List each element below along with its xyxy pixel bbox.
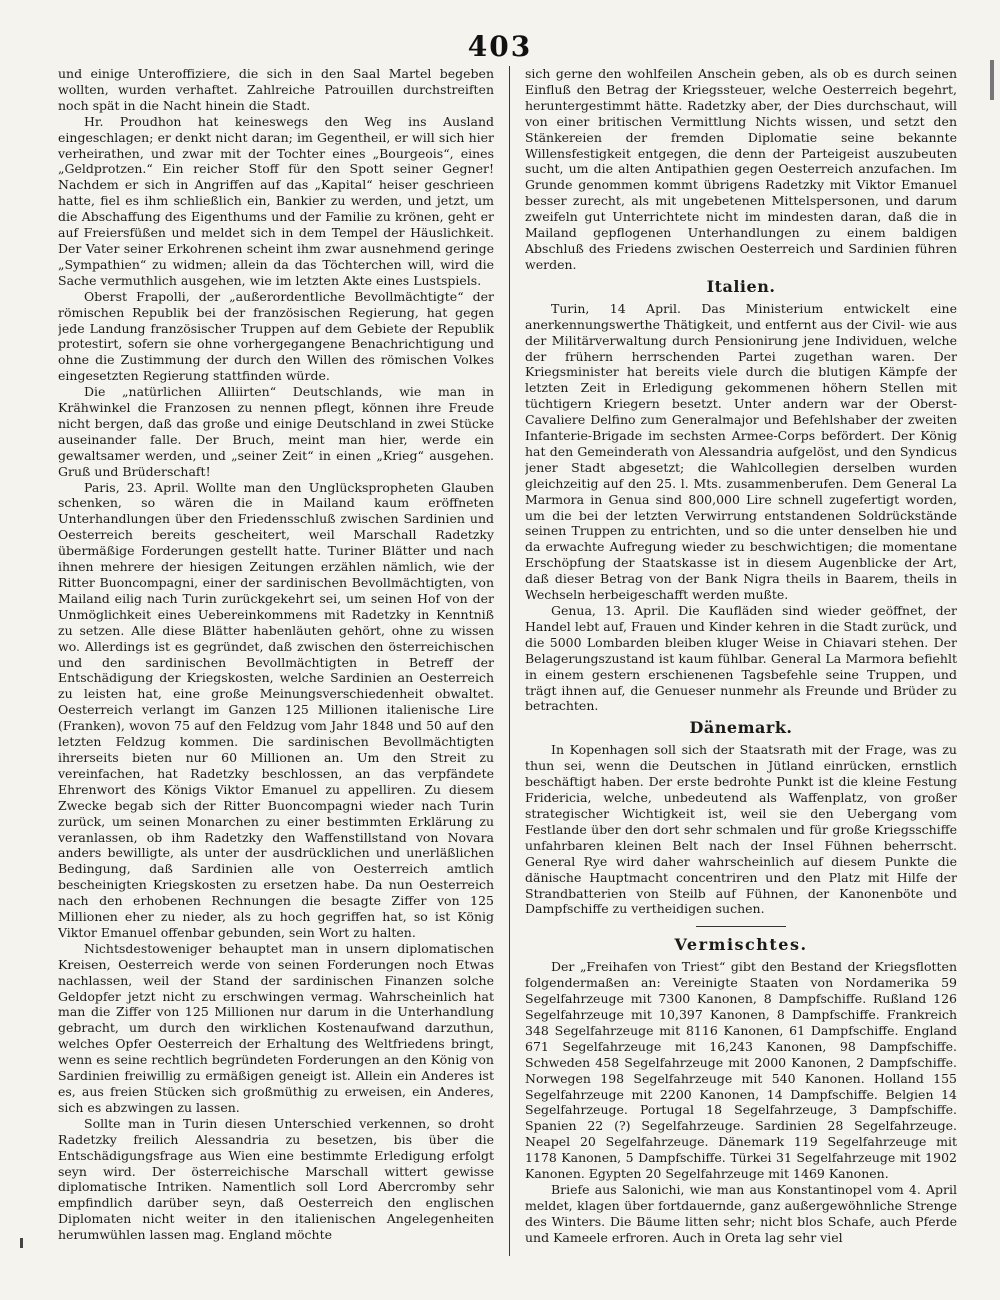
section-heading-italien: Italien. — [706, 276, 776, 296]
edge-mark — [990, 60, 994, 100]
article-paragraph: Nichtsdestoweniger behauptet man in unsern diplomatischen Kreisen, Oesterreich werde von seinen Forderungen noch Etwas nachlassen, weil der Stand der sardinischen Finanzen solche Geldopfer jetzt nicht zu erschwingen vermag. Wahrscheinlich hat man die Ziffer von 125 Millionen nur darum in die Unterhandlung gebracht, um durch den wirklichen Kostenaufwand darzuthun, welches Opfer Oesterreich der Erhaltung des Weltfriedens bringt, wenn es seine rechtlich begründeten Forderungen an den König von Sardinien freiwillig zu ermäßigen geneigt ist. Allein ein Anderes ist es, aus freien Stücken sich großmüthig zu erweisen, ein Anderes, sich es abzwingen zu lassen. — [58, 940, 494, 1115]
column-divider — [509, 66, 510, 1256]
article-paragraph: Die „natürlichen Alliirten“ Deutschlands, wie man in Krähwinkel die Franzosen zu nennen pflegt, können ihre Freude nicht bergen, daß das große und einige Deutschland in zwei Stücke auseinander falle. Der Bruch, meint man hier, werde ein gewaltsamer werden, und „seiner Zeit“ in einen „Krieg“ ausgehen. Gruß und Brüderschaft! — [58, 384, 494, 479]
left-column — [58, 66, 494, 1266]
article-paragraph: Genua, 13. April. Die Kaufläden sind wieder geöffnet, der Handel lebt auf, Frauen und Kinder kehren in die Stadt zurück, und die 5000 Lombarden bleiben kluger Weise in Chiavari stehen. Der Belagerungszustand ist kaum fühlbar. General La Marmora befiehlt in einem gestern erschienenen Tagsbefehle seine Truppen, und trägt ihnen auf, die Genueser nunmehr als Freunde und Brüder zu betrachten. — [525, 603, 957, 714]
article-paragraph: Paris, 23. April. Wollte man den Unglückspropheten Glauben schenken, so wären die in Mailand kaum eröffneten Unterhandlungen über den Friedensschluß zwischen Sardinien und Oesterreich bereits gescheitert, weil Marschall Radetzky übermäßige Forderungen gestellt hatte. Turiner Blätter und nach ihnen mehrere der hiesigen Zeitungen erzählen nämlich, wie der Ritter Buoncompagni, einer der sardinischen Bevollmächtigten, von Mailand eilig nach Turin zurückgekehrt sei, um seinen Hof von der Unmöglichkeit eines Uebereinkommens mit Radetzky in Kenntniß zu setzen. Alle diese Blätter habenläuten gehört, ohne zu wissen wo. Allerdings ist es gegründet, daß zwischen den österreichischen und den sardinischen Bevollmächtigten in Betreff der Entschädigung der Kriegskosten, welche Sardinien an Oesterreich zu leisten hat, eine große Meinungsverschiedenheit obwaltet. Oesterreich verlangt im Ganzen 125 Millionen italienische Lire (Franken), wovon 75 auf den Feldzug vom Jahr 1848 und 50 auf den letzten Feldzug kommen. Die sardinischen Bevollmächtigten ihrerseits bieten nur 60 Millionen an. Um den Streit zu vereinfachen, hat Radetzky beschlossen, an das verpfändete Ehrenwort des Königs Viktor Emanuel zu appelliren. Zu diesem Zwecke begab sich der Ritter Buoncompagni wieder nach Turin zurück, um seinen Monarchen zu einer bestimmten Erklärung zu veranlassen, ob ihm Radetzky den Waffenstillstand von Novara anders bewilligte, als unter der ausdrücklichen und unerläßlichen Bedingung, daß Sardinien alle von Oesterreich amtlich bescheinigten Kriegskosten zu ersetzen habe. Da nun Oesterreich nach den erhobenen Rechnungen die besagte Ziffer von 125 Millionen eher zu nieder, als zu hoch gegriffen hat, so ist König Viktor Emanuel offenbar gebunden, sein Wort zu halten. — [58, 479, 494, 940]
section-separator — [696, 926, 786, 927]
article-paragraph: Sollte man in Turin diesen Unterschied verkennen, so droht Radetzky freilich Alessandria zu besetzen, bis über die Entschädigungsfrage aus Wien eine bestimmte Erledigung erfolgt seyn wird. Der österreichische Marschall wittert gewisse diplomatische Intriken. Namentlich soll Lord Abercromby sehr empfindlich darüber seyn, daß Oesterreich den englischen Diplomaten nicht weiter in den italienischen Angelegenheiten herumwühlen lassen mag. England möchte — [58, 1115, 494, 1243]
page-number: 403 — [467, 30, 533, 63]
section-heading-vermischtes: Vermischtes. — [674, 935, 808, 955]
article-paragraph: In Kopenhagen soll sich der Staatsrath mit der Frage, was zu thun sei, wenn die Deutschen in Jütland einrücken, ernstlich beschäftigt haben. Der erste bedrohte Punkt ist die kleine Festung Fridericia, welche, unbedeutend als Waffenplatz, von großer strategischer Wichtigkeit ist, weil sie den Uebergang vom Festlande über den dort sehr schmalen und für große Kriegsschiffe unfahrbaren kleinen Belt nach der Insel Fühnen beherrscht. General Rye wird daher wahrscheinlich auf diesem Punkte die dänische Hauptmacht concentriren und den Platz mit Hilfe der Strandbatterien von Steilb auf Fühnen, der Kanonenböte und Dampfschiffe zu vertheidigen suchen. — [525, 742, 957, 917]
section-heading-daenemark: Dänemark. — [689, 718, 793, 738]
article-paragraph: Briefe aus Salonichi, wie man aus Konstantinopel vom 4. April meldet, klagen über fortdauernde, ganz außergewöhnliche Strenge des Winters. Die Bäume litten sehr; nicht blos Schafe, auch Pferde und Kameele erfroren. Auch in Oreta lag sehr viel — [525, 1182, 957, 1245]
article-paragraph: und einige Unteroffiziere, die sich in den Saal Martel begeben wollten, wurden verhaftet. Zahlreiche Patrouillen durchstreiften noch spät in die Nacht hinein die Stadt. — [58, 66, 494, 113]
article-paragraph: Turin, 14 April. Das Ministerium entwickelt eine anerkennungswerthe Thätigkeit, und entfernt aus der Civil- wie aus der Militärverwaltung durch Pensionirung jene Individuen, welche der frühern herrschenden Partei zugethan waren. Der Kriegsminister hat bereits viele durch die blutigen Kämpfe der letzten Zeit in Erledigung gekommenen höhern Stellen mit tüchtigern Kriegern besetzt. Unter andern war der Oberst-Cavaliere Delfino zum Generalmajor und Befehlshaber der zweiten Infanterie-Brigade im sechsten Armee-Corps befördert. Der König hat den Gemeinderath von Alessandria aufgelöst, und den Syndicus jener Stadt abgesetzt; die Wahlcollegien derselben wurden gleichzeitig auf den 25. l. Mts. zusammenberufen. Dem General La Marmora in Genua sind 800,000 Lire schnell zugefertigt worden, um die bei der letzten Verwirrung entstandenen Soldrückstände seinen Truppen zu entrichten, und so die unter denselben hie und da erwachte Aufregung wieder zu beschwichtigen; die momentane Erschöpfung der Staatskasse ist in diesem Augenblicke der Art, daß dieser Betrag von der Bank Nigra theils in Baarem, theils in Wechseln herbeigeschafft werden mußte. — [525, 300, 957, 603]
article-paragraph: Oberst Frapolli, der „außerordentliche Bevollmächtigte“ der römischen Republik bei der französischen Regierung, hat gegen jede Landung französischer Truppen auf dem Gebiete der Republik protestirt, sofern sie ohne vorhergegangene Benachrichtigung und ohne die Zustimmung der durch den Willen des römischen Volkes eingesetzten Regierung stattfinden würde. — [58, 288, 494, 384]
article-paragraph: sich gerne den wohlfeilen Anschein geben, als ob es durch seinen Einfluß den Betrag der Kriegssteuer, welche Oesterreich begehrt, heruntergestimmt hätte. Radetzky aber, der Dies durchschaut, will von einer britischen Vermittlung Nichts wissen, und setzt den Stänkereien der fremden Diplomatie seine bekannte Willensfestigkeit entgegen, die denn der Parteigeist auszubeuten sucht, um die alten Antipathien gegen Oesterreich anzufachen. Im Grunde genommen kommt übrigens Radetzky mit Viktor Emanuel besser zurecht, als mit ungebetenen Mittelspersonen, und darum zweifeln gut Unterrichtete nicht im mindesten daran, daß die in Mailand gepflogenen Unterhandlungen zu einem baldigen Abschluß des Friedens zwischen Oesterreich und Sardinien führen werden. — [525, 66, 957, 272]
article-paragraph: Hr. Proudhon hat keineswegs den Weg ins Ausland eingeschlagen; er denkt nicht daran; im Gegentheil, er will sich hier verheirathen, und zwar mit der Tochter eines „Bourgeois“, eines „Geldprotzen.“ Ein reicher Stoff für den Spott seiner Gegner! Nachdem er sich in Angriffen auf das „Kapital“ heiser geschrieen hatte, fiel es ihm schließlich ein, Bankier zu werden, und jetzt, um die Abschaffung des Eigenthums und der Familie zu krönen, geht er auf Freiersfüßen und meldet sich in dem Tempel der Häuslichkeit. Der Vater seiner Erkohrenen scheint ihm zwar ausnehmend geringe „Sympathien“ zu widmen; allein da das Töchterchen will, wird die Sache vermuthlich ausgehen, wie im letzten Akte eines Lustspiels. — [58, 113, 494, 288]
article-paragraph: Der „Freihafen von Triest“ gibt den Bestand der Kriegsflotten folgendermaßen an: Vereinigte Staaten von Nordamerika 59 Segelfahrzeuge mit 7300 Kanonen, 8 Dampfschiffe. Rußland 126 Segelfahrzeuge mit 10,397 Kanonen, 8 Dampfschiffe. Frankreich 348 Segelfahrzeuge mit 8116 Kanonen, 61 Dampfschiffe. England 671 Segelfahrzeuge mit 16,243 Kanonen, 98 Dampfschiffe. Schweden 458 Segelfahrzeuge mit 2000 Kanonen, 2 Dampfschiffe. Norwegen 198 Segelfahrzeuge mit 540 Kanonen. Holland 155 Segelfahrzeuge mit 2200 Kanonen, 14 Dampfschiffe. Belgien 14 Segelfahrzeuge. Portugal 18 Segelfahrzeuge, 3 Dampfschiffe. Spanien 22 (?) Segelfahrzeuge. Sardinien 28 Segelfahrzeuge. Neapel 20 Segelfahrzeuge. Dänemark 119 Segelfahrzeuge mit 1178 Kanonen, 5 Dampfschiffe. Türkei 31 Segelfahrzeuge mit 1902 Kanonen. Egypten 20 Segelfahrzeuge mit 1469 Kanonen. — [525, 959, 957, 1182]
right-column — [525, 66, 957, 1266]
edge-mark — [20, 1238, 23, 1248]
